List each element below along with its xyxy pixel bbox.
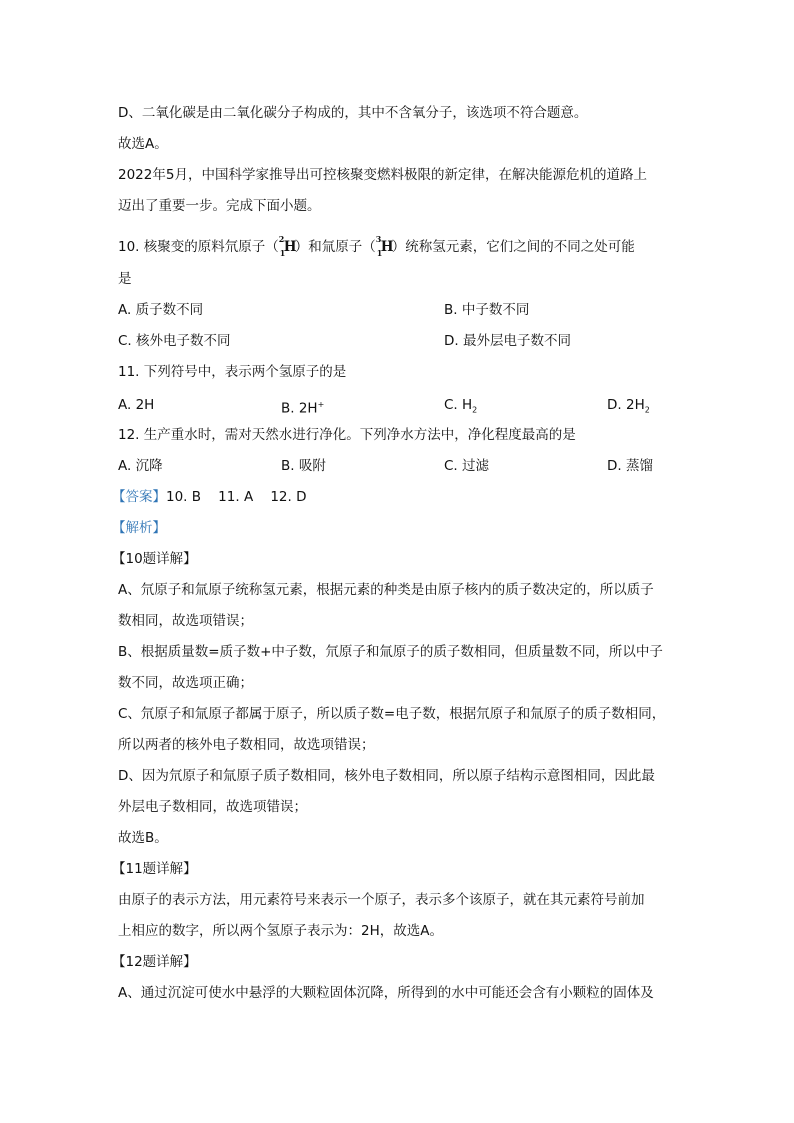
option: A. 2H — [118, 397, 155, 413]
text-line: 数相同，故选项错误； — [118, 613, 253, 629]
option: B. 吸附 — [281, 458, 326, 474]
text-line: A、通过沉淀可使水中悬浮的大颗粒固体沉降，所得到的水中可能还会含有小颗粒的固体及 — [118, 985, 654, 1001]
answer-tag: 【答案】 — [112, 489, 166, 505]
text-line: A、氘原子和氚原子统称氢元素，根据元素的种类是由原子核内的质子数决定的，所以质子 — [118, 582, 654, 598]
question-11-stem: 11. 下列符号中，表示两个氢原子的是 — [118, 364, 347, 380]
text-line: 故选A。 — [118, 136, 168, 152]
text-line: 【12题详解】 — [112, 954, 197, 970]
option: A. 质子数不同 — [118, 302, 204, 318]
option: D. 最外层电子数不同 — [444, 333, 571, 349]
deuterium-symbol: 2 1 H — [278, 234, 297, 258]
option: D. $2H_2$ — [607, 397, 650, 415]
text-line: 数不同，故选项正确； — [118, 675, 253, 691]
text-line: C、氘原子和氚原子都属于原子，所以质子数=电子数，根据氘原子和氚原子的质子数相同， — [118, 706, 666, 722]
option: B. 中子数不同 — [444, 302, 530, 318]
analysis-tag: 【解析】 — [112, 520, 166, 536]
text-line: 迈出了重要一步。完成下面小题。 — [118, 198, 321, 214]
text-line: 上相应的数字，所以两个氢原子表示为：2H，故选A。 — [118, 923, 443, 939]
text-line: D、二氧化碳是由二氧化碳分子构成的，其中不含氧分子，该选项不符合题意。 — [118, 105, 588, 121]
text-line: 外层电子数相同，故选项错误； — [118, 799, 307, 815]
text-line: 是 — [118, 271, 132, 287]
text-line: 2022年5月，中国科学家推导出可控核聚变燃料极限的新定律，在解决能源危机的道路上 — [118, 167, 647, 183]
option: C. 核外电子数不同 — [118, 333, 231, 349]
text-line: 故选B。 — [118, 830, 168, 846]
text-line: D、因为氘原子和氚原子质子数相同，核外电子数相同，所以原子结构示意图相同，因此最 — [118, 768, 655, 784]
answer-line: 【答案】10. B 11. A 12. D — [112, 489, 307, 505]
option: C. 过滤 — [444, 458, 490, 474]
text-line: 【10题详解】 — [112, 551, 197, 567]
option: D. 蒸馏 — [607, 458, 653, 474]
text-line: 【11题详解】 — [112, 861, 197, 877]
text-line: B、根据质量数=质子数+中子数，氘原子和氚原子的质子数相同，但质量数不同，所以中子 — [118, 644, 663, 660]
option: A. 沉降 — [118, 458, 163, 474]
text-line: 由原子的表示方法，用元素符号来表示一个原子，表示多个该原子，就在其元素符号前加 — [118, 892, 645, 908]
text-line: 所以两者的核外电子数相同，故选项错误； — [118, 737, 375, 753]
question-12-stem: 12. 生产重水时，需对天然水进行净化。下列净水方法中，净化程度最高的是 — [118, 427, 576, 443]
option: B. 2H+ — [281, 400, 325, 417]
question-10-stem: 10. 核聚变的原料氘原子（ 2 1 H）和氚原子（ 3 1 H）统称氢元素，它们之间的不同之处可能 — [118, 234, 635, 258]
tritium-symbol: 3 1 H — [375, 234, 394, 258]
option: C. $H_2$ — [444, 397, 478, 415]
